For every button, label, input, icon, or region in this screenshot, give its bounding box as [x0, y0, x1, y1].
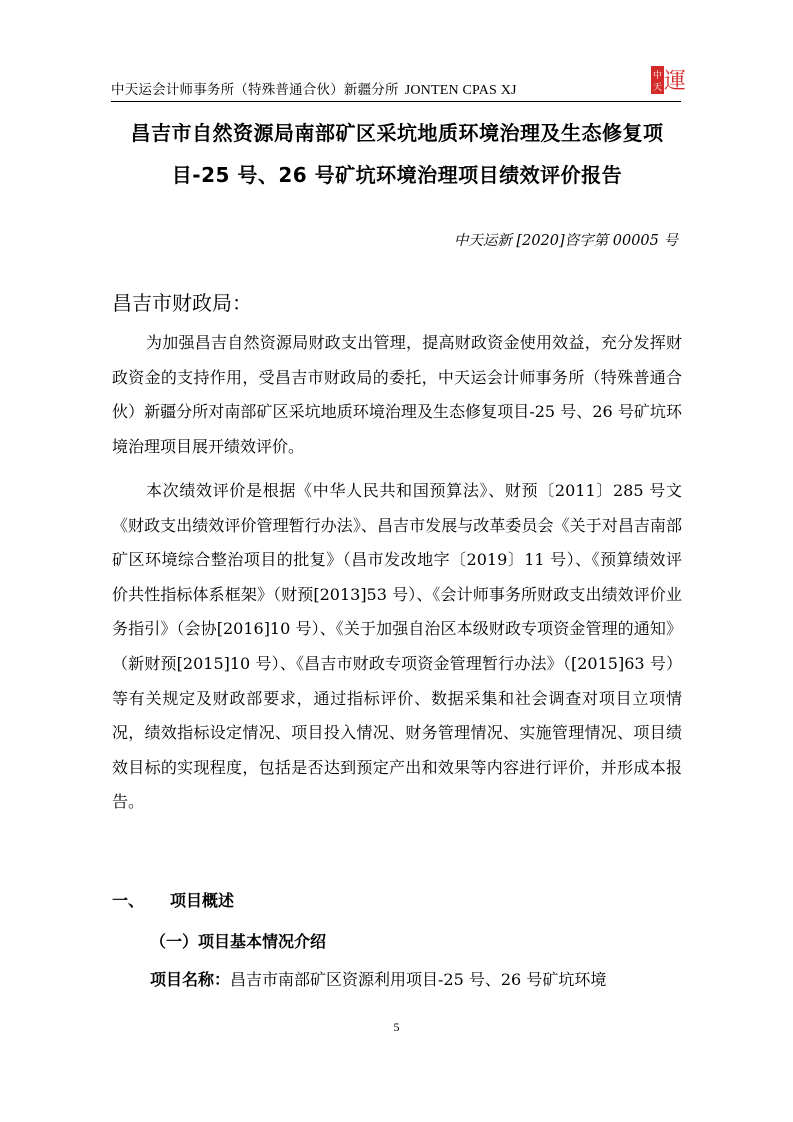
section-title: 项目概述 [170, 891, 235, 910]
header-divider [111, 101, 681, 102]
page-header [111, 70, 681, 106]
document-number: 中天运新 [2020]咨字第 00005 号 [453, 233, 678, 249]
addressee: 昌吉市财政局： [112, 291, 252, 315]
firm-logo [650, 64, 686, 96]
svg-text:天: 天 [652, 83, 663, 93]
svg-text:運: 運 [663, 69, 686, 94]
report-title: 昌吉市自然资源局南部矿区采坑地质环境治理及生态修复项目-25 号、26 号矿坑环境治理项目绩效评价报告 [130, 121, 664, 187]
header-firm [111, 78, 517, 99]
intro-paragraph: 为加强昌吉自然资源局财政支出管理，提高财政资金使用效益，充分发挥财政资金的支持作用，受昌吉市财政局的委托，中天运会计师事务所（特殊普通合伙）新疆分所对南部矿区采坑地质环境治理及生态修复项目-25 号、26 号矿坑环境治理项目展开绩效评价。 [112, 333, 682, 456]
section-number: 一、 [112, 891, 145, 910]
section-heading-1 [112, 888, 234, 911]
firm-name: 中天运会计师事务所（特殊普通合伙）新疆分所 [111, 82, 399, 98]
page-number: 5 [393, 1020, 400, 1034]
subsection-heading: （一）项目基本情况介绍 [150, 932, 327, 951]
firm-latin-name: JONTEN CPAS XJ [404, 83, 517, 98]
project-name-value: 昌吉市南部矿区资源利用项目-25 号、26 号矿坑环境 [230, 970, 607, 989]
basis-paragraph: 本次绩效评价是根据《中华人民共和国预算法》、财预〔2011〕285 号文《财政支出绩效评价管理暂行办法》、昌吉市发展与改革委员会《关于对昌吉南部矿区环境综合整治项目的批复》（昌市发改地字〔2019〕11 号）、《预算绩效评价共性指标体系框架》（财预[2013]53 号）、《会计师事务所财政支出绩效评价业务指引》（会协[2016]10 号）、《关于加强自治区本级财政专项资金管理的通知》（新财预[2015]10 号）、《昌吉市财政专项资金管理暂行办法》（[2015]63 号）等有关规定及财政部要求，通过指标评价、数据采集和社会调查对项目立项情况，绩效指标设定情况、项目投入情况、财务管理情况、实施管理情况、项目绩效目标的实现程度，包括是否达到预定产出和效果等内容进行评价，并形成本报告。 [112, 481, 682, 812]
svg-text:中: 中 [652, 71, 663, 81]
project-name-line [150, 967, 606, 990]
project-name-label: 项目名称： [150, 970, 231, 989]
